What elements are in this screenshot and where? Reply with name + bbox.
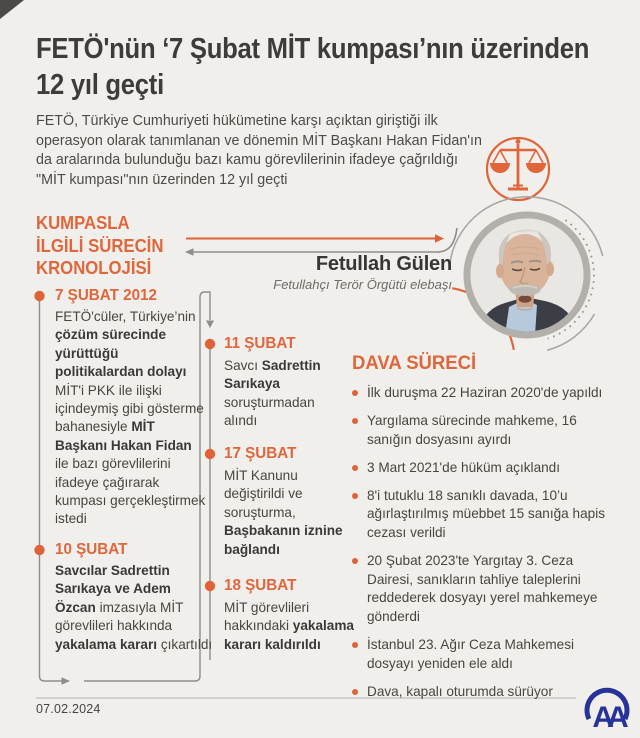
arrow-left-icon — [185, 228, 457, 256]
case-item — [352, 487, 618, 543]
case-item-text: Yargılama sürecinde mahkeme, 16 sanığın dosyasını ayırdı — [367, 413, 577, 447]
timeline-entry-date: 10 ŞUBAT — [55, 541, 128, 558]
timeline-entry-date: 17 ŞUBAT — [224, 445, 297, 462]
intro-paragraph: FETÖ, Türkiye Cumhuriyeti hükümetine karşı açıktan giriştiği ilk operasyon olarak tanımlanan ve dönemin MİT Başkanı Hakan Fidan'ın da aralarında bulunduğu bazı kamu görevlilerinin ifadeye çağrıldığı "MİT kumpası"nın üzerinden 12 yıl geçti — [36, 113, 482, 188]
timeline-entry-text: MİT Kanunu değiştirildi ve soruşturma, Başbakanın iznine bağlandı — [224, 468, 343, 557]
case-item — [352, 384, 618, 403]
case-item — [352, 636, 618, 673]
timeline-entry-date: 18 ŞUBAT — [224, 577, 297, 594]
chronology-heading — [36, 212, 163, 280]
case-item-list — [352, 384, 618, 711]
case-item-text: 3 Mart 2021'de hüküm açıklandı — [367, 459, 561, 475]
case-item — [352, 683, 618, 702]
publish-date: 07.02.2024 — [36, 702, 101, 716]
chronology-heading-line: İLGİLİ SÜRECİN — [36, 235, 164, 256]
bullet-icon — [352, 689, 358, 695]
timeline-entry-date: 11 ŞUBAT — [224, 335, 296, 352]
case-item — [352, 459, 618, 478]
case-section-heading: DAVA SÜRECİ — [352, 352, 477, 374]
timeline-entry-text: Savcı Sadrettin Sarıkaya soruşturmadan alındı — [224, 358, 321, 429]
case-item-text: İlk duruşma 22 Haziran 2020'de yapıldı — [367, 385, 603, 400]
case-item-text: 8'i tutuklu 18 sanıklı davada, 10’u ağırlaştırılmış müebbet 15 sanığa hapis cezası verildi — [367, 487, 606, 541]
bullet-icon — [352, 465, 358, 471]
portrait-face — [477, 229, 579, 335]
case-item-text: Dava, kapalı oturumda sürüyor — [367, 683, 553, 699]
svg-text:AA: AA — [592, 701, 622, 732]
bullet-icon — [352, 642, 358, 648]
bullet-icon — [352, 558, 358, 564]
chronology-heading-line: KUMPASLA — [36, 213, 130, 233]
portrait-photo — [467, 215, 587, 335]
chronology-heading-line: KRONOLOJİSİ — [36, 258, 152, 278]
scales-of-justice-icon — [487, 138, 549, 200]
corner-triangle — [0, 0, 24, 19]
portrait-role: Fetullahçı Terör Örgütü elebaşı — [273, 277, 452, 292]
bullet-icon — [352, 390, 358, 396]
portrait-arcs — [450, 197, 603, 351]
page-title: FETÖ'nün ‘7 Şubat MİT kumpası’nın üzerinden 12 yıl geçti — [36, 33, 590, 101]
bullet-icon — [352, 418, 358, 424]
portrait-name: Fetullah Gülen — [315, 253, 452, 275]
arrow-right-icon — [186, 234, 444, 243]
timeline-entry-text: FETÖ'cüler, Türkiye’nin çözüm sürecinde yürüttüğü politikalardan dolayı MİT'i PKK ile ilişki içindeymiş gibi gösterme bahanesiyle MİT Başkanı Hakan Fidan ile bazı görevlilerini ifadeye çağırarak kumpası gerçekleştirmek istedi — [55, 309, 206, 527]
timeline-entry-date: 7 ŞUBAT 2012 — [55, 287, 157, 304]
case-item — [352, 552, 618, 626]
case-item-text: 20 Şubat 2023'te Yargıtay 3. Ceza Dairesi, sanıkların tahliye taleplerini reddederek dosyayı yerel mahkemeye gönderdi — [367, 553, 598, 624]
case-item — [352, 412, 618, 449]
case-item-text: İstanbul 23. Ağır Ceza Mahkemesi dosyayı yeniden ele aldı — [367, 637, 575, 671]
timeline-entry-text: MİT görevlileri hakkındaki yakalama kararı kaldırıldı — [224, 600, 354, 652]
bullet-icon — [352, 493, 358, 499]
timeline-entry-text: Savcılar Sadrettin Sarıkaya ve Adem Özcan imzasıyla MİT görevlileri hakkında yakalama kararı çıkartıldı — [55, 563, 213, 652]
